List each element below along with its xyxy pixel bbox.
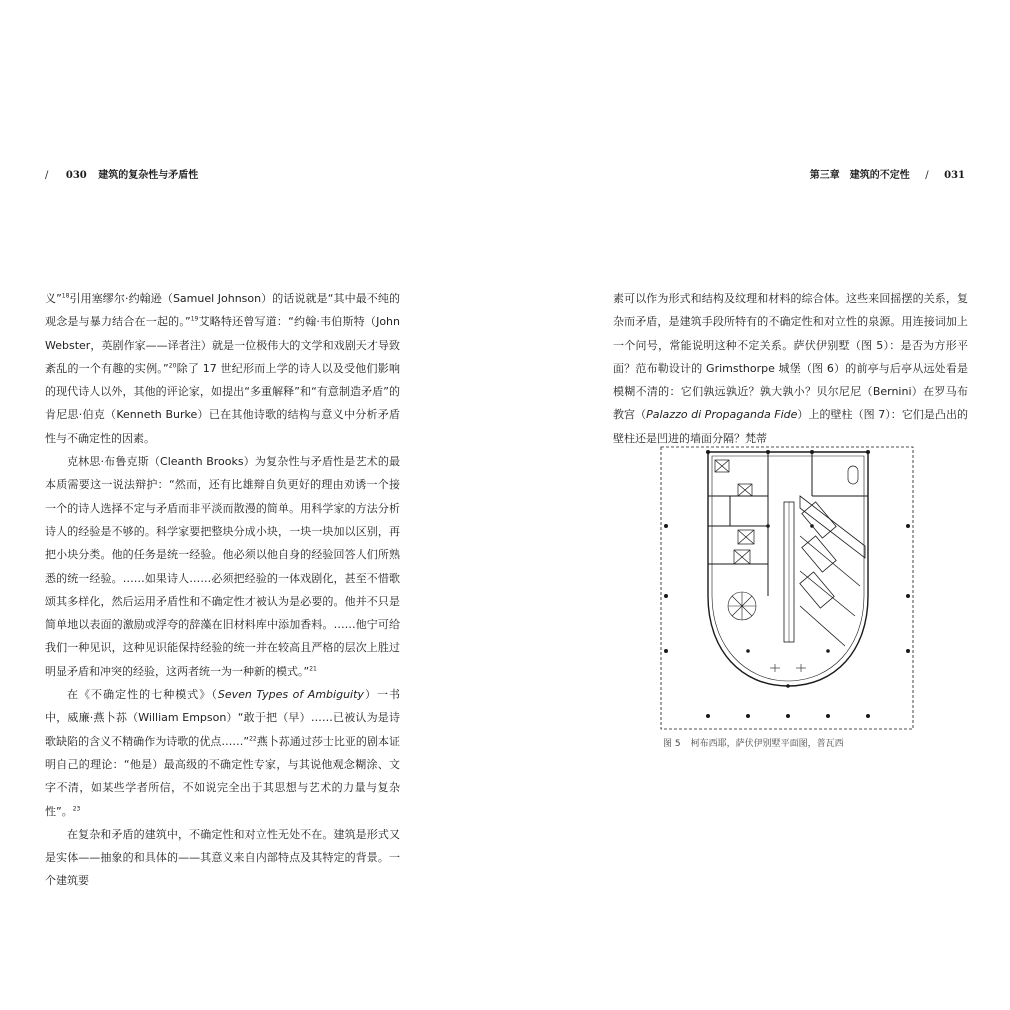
book-title: 建筑的复杂性与矛盾性: [98, 170, 199, 181]
right-body-text: [613, 287, 968, 450]
body-paragraph: [45, 287, 400, 450]
paragraph-text: 引用塞缪尔·约翰逊（Samuel Johnson）的话说就是“其中最不纯的观念是与暴力结合在一起的。”: [45, 292, 400, 329]
body-paragraph: [613, 287, 968, 450]
paragraph-text: 燕卜荪通过莎士比亚的剧本证明自己的理论：“他是）最高级的不确定性专家，与其说他观念糊涂、文字不清，如某些学者所信，不如说完全出于其思想与艺术的力量与复杂性”。: [45, 734, 400, 818]
floor-plan-drawing: [660, 446, 915, 731]
villa-savoye-floor-plan: [660, 446, 915, 731]
paragraph-text: 除了 17 世纪形而上学的诗人以及受他们影响的现代诗人以外，其他的评论家，如提出“多重解释”和“有意制造矛盾”的肯尼思·伯克（Kenneth Burke）已在其他诗歌的结构与意义中分析矛盾性与不确定性的因素。: [45, 361, 400, 445]
footnote-marker: 20: [168, 362, 177, 370]
body-paragraph: [45, 823, 400, 893]
footnote-marker: 22: [249, 734, 257, 742]
paragraph-text: 义”: [45, 292, 62, 305]
figure-label: 图 5: [663, 739, 681, 749]
right-running-header: [810, 166, 965, 181]
left-running-header: [45, 166, 198, 181]
paragraph-text: ）一书中，威廉·燕卜荪（William Empson）“敢于把（早）……已被认为是诗歌缺陷的含义不精确作为诗歌的优点……”: [45, 688, 401, 748]
body-paragraph: [45, 683, 400, 823]
header-slash: /: [45, 170, 49, 181]
paragraph-text: 在《不确定性的七种模式》（: [67, 688, 218, 702]
page-number: 030: [65, 170, 87, 181]
footnote-marker: 21: [309, 665, 317, 673]
page-number: 031: [944, 170, 965, 181]
header-slash: /: [925, 170, 929, 181]
chapter-title: 第三章 建筑的不定性: [809, 170, 910, 181]
figure-caption: [663, 736, 844, 749]
figure-caption-text: 柯布西耶，萨伏伊别墅平面图，普瓦西: [690, 739, 844, 749]
italic-title: Palazzo di Propaganda Fide: [646, 408, 798, 422]
paragraph-text: 克林思·布鲁克斯（Cleanth Brooks）为复杂性与矛盾性是艺术的最本质需要这一说法辩护：“然而，还有比雄辩自负更好的理由劝诱一个接一个的诗人选择不定与矛盾而非平淡而散漫的简单。用科学家的方法分析诗人的经验是不够的。科学家要把整块分成小块，一块一块加以区别，再把小块分类。他的任务是统一经验。他必须以他自身的经验回答人们所熟悉的统一经验。……如果诗人……必须把经验的一体戏剧化，甚至不惜歌颂其多样化，然后运用矛盾性和不确定性才被认为是必要的。他并不只是简单地以表面的激励或浮夸的辞藻在旧材料库中添加香料。……他宁可给我们一种见识，这种见识能保持经验的统一并在较高且严格的层次上胜过明显矛盾和冲突的经验，这两者统一为一种新的模式。”: [45, 455, 400, 678]
body-paragraph: [45, 450, 400, 683]
paragraph-text: ）上的壁柱（图 7）：它们是凸出的壁柱还是凹进的墙面分隔？梵蒂: [613, 408, 969, 445]
right-page: [505, 0, 1010, 1010]
footnote-marker: 18: [61, 292, 70, 300]
left-body-text: [45, 287, 400, 893]
footnote-marker: 23: [72, 804, 81, 812]
paragraph-text: 素可以作为形式和结构及纹理和材料的综合体。这些来回摇摆的关系，复杂而矛盾，是建筑手段所特有的不确定性和对立性的泉源。用连接词加上一个问号，常能说明这种不定关系。萨伏伊别墅（图 5）：是否为方形平面？范布勒设计的 Grimsthorpe 城堡（图 6）的前亭与后亭从远处看是模糊不清的：它们孰远孰近？孰大孰小？贝尔尼尼（Bernini）在罗马布教宫（: [613, 292, 968, 422]
paragraph-text: 在复杂和矛盾的建筑中，不确定性和对立性无处不在。建筑是形式又是实体——抽象的和具体的——其意义来自内部特点及其特定的背景。一个建筑要: [45, 827, 400, 888]
italic-title: Seven Types of Ambiguity: [217, 688, 364, 702]
footnote-marker: 19: [190, 315, 199, 323]
paragraph-text: 艾略特还曾写道：“约翰·韦伯斯特（John Webster，英剧作家——译者注）就是一位极伟大的文学和戏剧天才导致紊乱的一个有趣的实例。”: [45, 315, 400, 375]
